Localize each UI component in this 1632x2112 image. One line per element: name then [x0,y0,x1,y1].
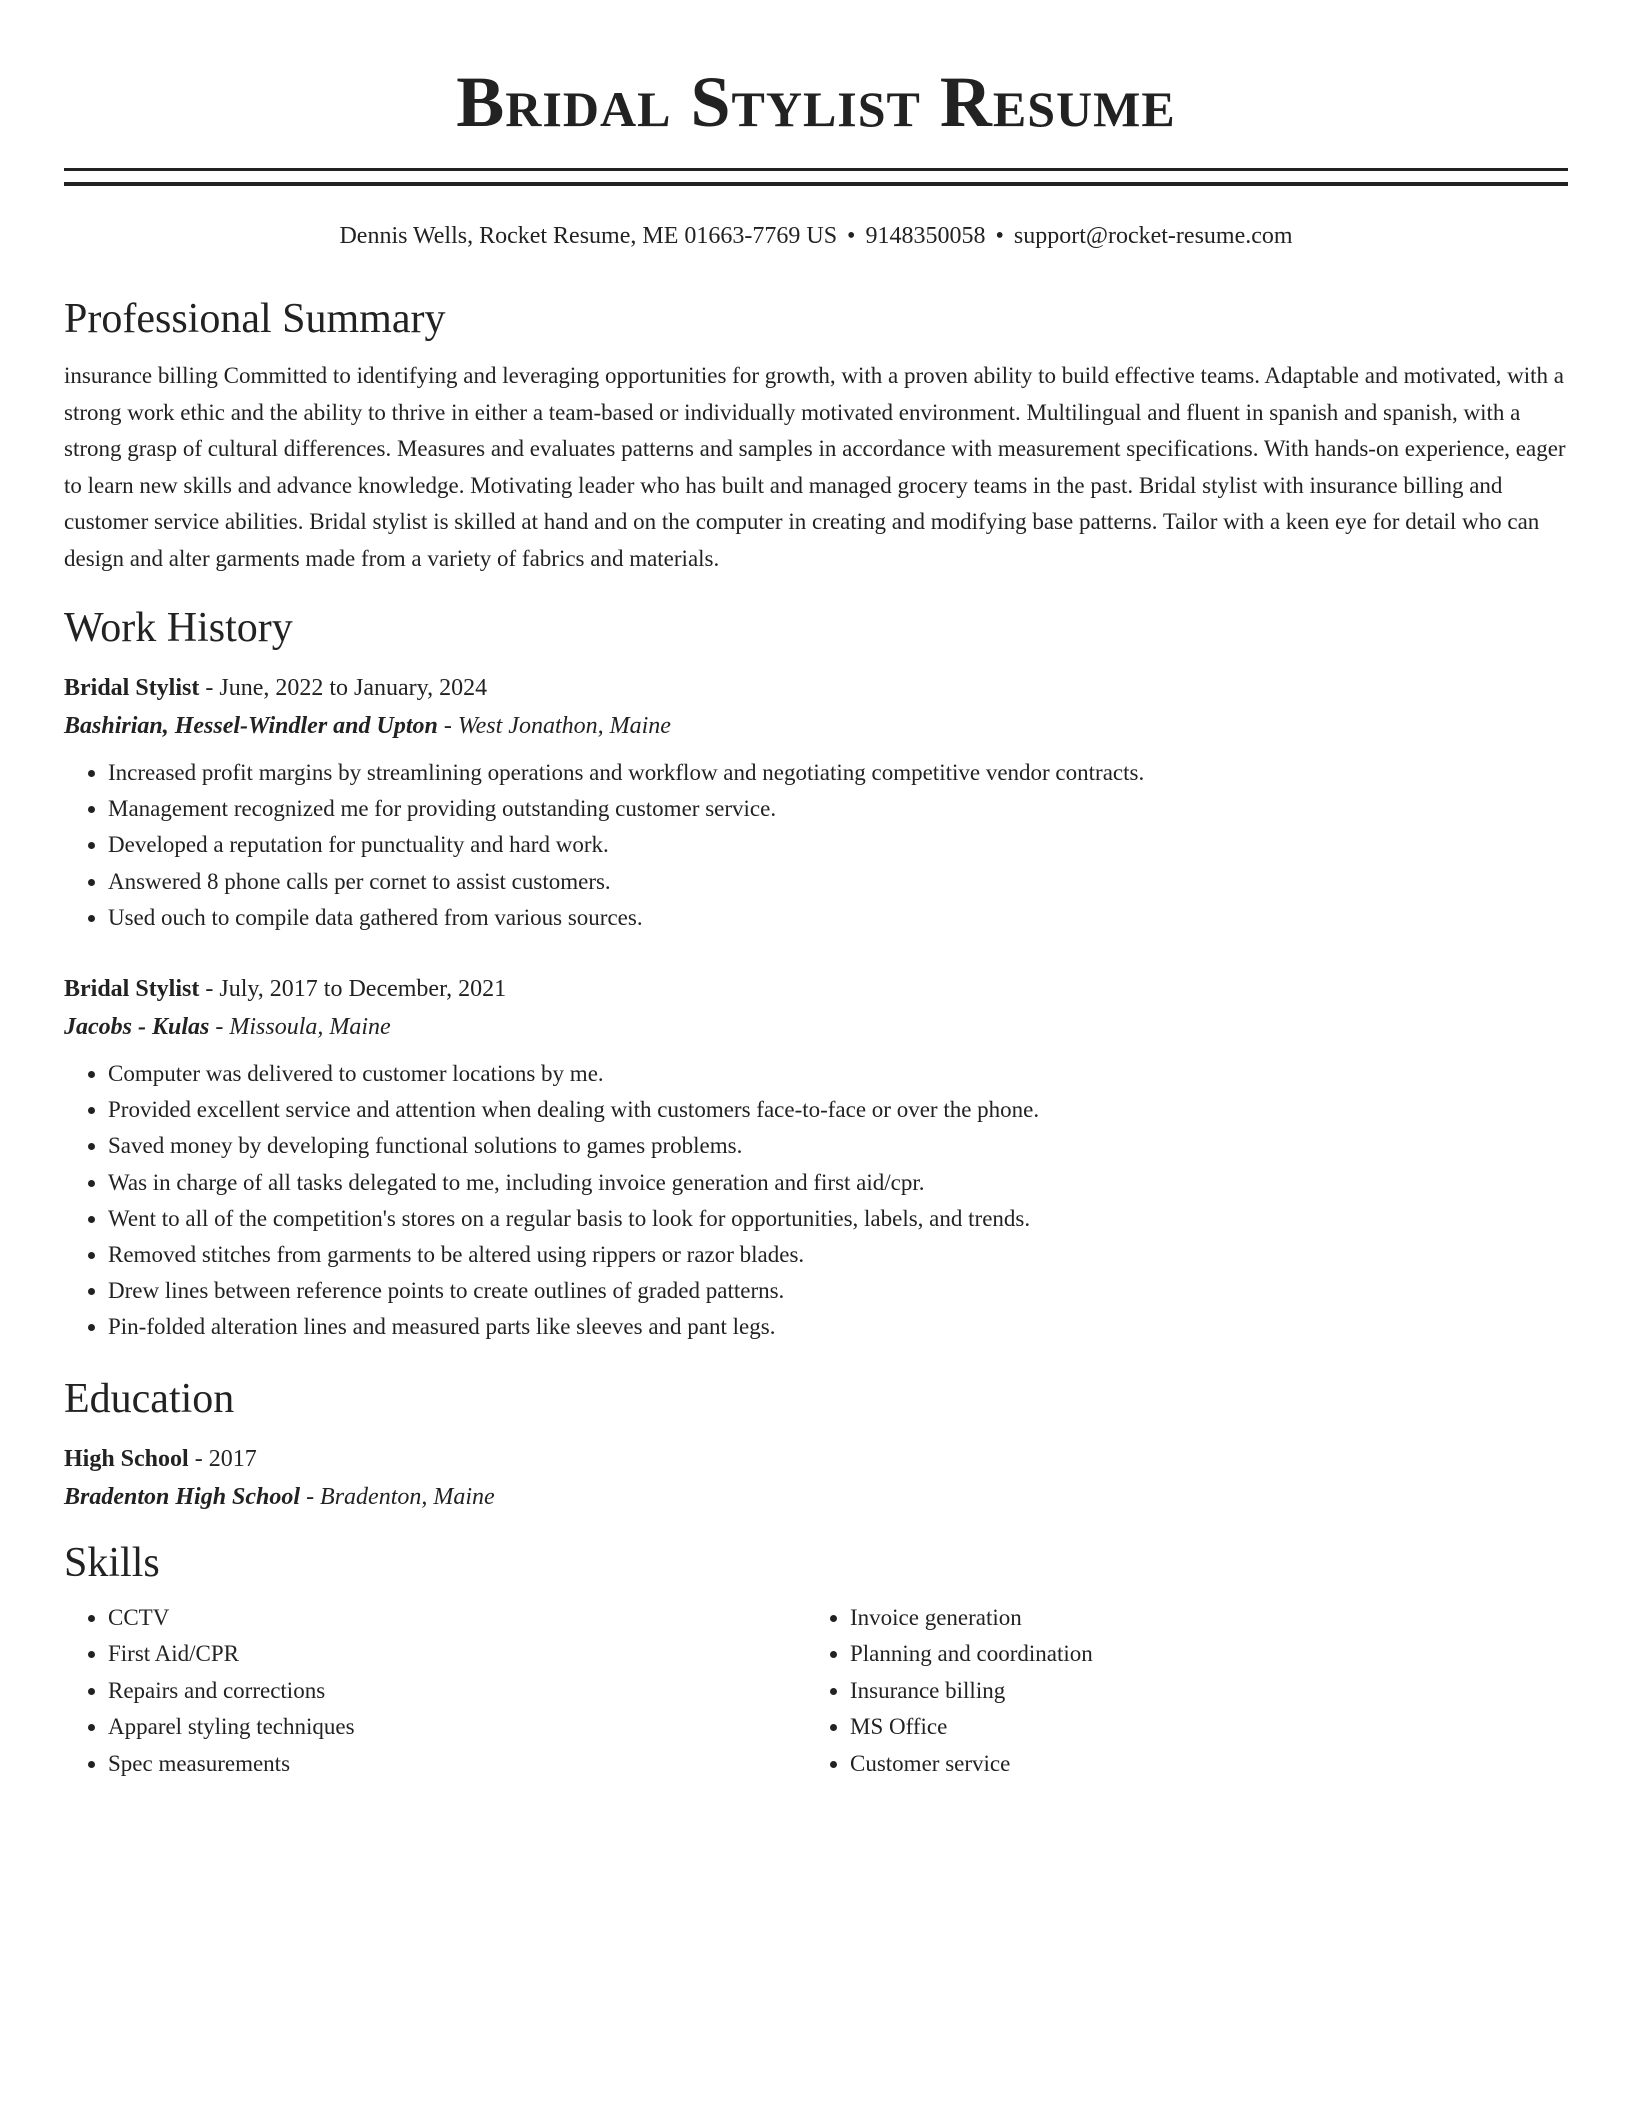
contact-phone: 9148350058 [865,223,986,249]
skill-item: • Apparel styling techniques [108,1709,806,1746]
education-entry [64,1440,1568,1516]
job-title-line [64,669,1568,707]
degree-line [64,1440,1568,1478]
list-item: • Was in charge of all tasks delegated to me, including invoice generation and first aid/cpr. [108,1165,1568,1201]
employer-location: - West Jonathon, Maine [437,713,671,739]
skill-item: • Customer service [850,1746,1548,1783]
employer-location: - Missoula, Maine [209,1014,391,1041]
skill-item: • Planning and coordination [850,1636,1548,1673]
summary-heading: Professional Summary [64,296,446,342]
list-item: • Management recognized me for providing outstanding customer service. [108,791,1568,827]
skill-item: • CCTV [108,1600,806,1637]
list-item: • Answered 8 phone calls per cornet to assist customers. [108,864,1568,900]
job-entry [64,669,1568,936]
degree-year: - 2017 [188,1445,257,1472]
list-item: • Computer was delivered to customer locations by me. [108,1056,1568,1092]
summary-text: insurance billing Committed to identifying and leveraging opportunities for growth, with a proven ability to build effective teams. Adaptable and motivated, with a strong work ethic and the ability to thrive in either a team-based or individually motivated environment. Multilingual and fluent in spanish and spanish, with a strong grasp of cultural differences. Measures and evaluates patterns and samples in accordance with measurement specifications. With hands-on experience, eager to learn new skills and advance knowledge. Motivating leader who has built and managed grocery teams in the past. Bridal stylist with insurance billing and customer service abilities. Bridal stylist is skilled at hand and on the computer in creating and modifying base patterns. Tailor with a keen eye for detail who can design and alter garments made from a variety of fabrics and materials. [64,363,1566,571]
work-history-heading: Work History [64,605,293,651]
list-item: • Saved money by developing functional solutions to games problems. [108,1128,1568,1164]
skill-item: • Insurance billing [850,1673,1548,1710]
contact-email: support@rocket-resume.com [1013,223,1293,249]
contact-separator: • [847,223,856,249]
list-item: • Drew lines between reference points to create outlines of graded patterns. [108,1273,1568,1309]
skill-item: • Spec measurements [108,1746,806,1783]
contact-line [64,220,1568,252]
job-title-line [64,970,1568,1008]
list-item: • Removed stitches from garments to be altered using rippers or razor blades. [108,1237,1568,1273]
job-dates: - July, 2017 to December, 2021 [199,976,507,1003]
list-item: • Used ouch to compile data gathered from various sources. [108,900,1568,936]
job-bullets [64,755,1568,936]
list-item: • Provided excellent service and attention when dealing with customers face-to-face or over the phone. [108,1092,1568,1128]
resume-page [64,0,1568,1782]
employer-name: Bashirian, Hessel-Windler and Upton [64,713,438,739]
school-line [64,1478,1568,1516]
contact-separator: • [995,223,1004,249]
resume-title: Bridal Stylist Resume [456,62,1176,142]
school-location: - Bradenton, Maine [300,1483,495,1510]
degree-name: High School [64,1445,189,1472]
skill-item: • Invoice generation [850,1600,1548,1637]
skills-list [806,1600,1548,1783]
title-divider [64,168,1568,186]
list-item: • Developed a reputation for punctuality and hard work. [108,827,1568,863]
job-title: Bridal Stylist [64,976,200,1003]
skill-item: • First Aid/CPR [108,1636,806,1673]
skills-heading: Skills [64,1539,160,1586]
list-item: • Went to all of the competition's stores on a regular basis to look for opportunities, labels, and trends. [108,1201,1568,1237]
employer-name: Jacobs - Kulas [64,1014,210,1041]
job-entry [64,970,1568,1346]
skills-list [64,1600,806,1783]
job-bullets [64,1056,1568,1346]
skill-item: • Repairs and corrections [108,1673,806,1710]
education-heading: Education [64,1375,235,1422]
skill-item: • MS Office [850,1709,1548,1746]
employer-line [64,707,1568,745]
skills-column-left [64,1600,806,1783]
employer-line [64,1008,1568,1046]
contact-address: Dennis Wells, Rocket Resume, ME 01663-7769 US [339,223,838,249]
school-name: Bradenton High School [64,1483,301,1510]
list-item: • Increased profit margins by streamlining operations and workflow and negotiating competitive vendor contracts. [108,755,1568,791]
skills-column-right [806,1600,1548,1783]
list-item: • Pin-folded alteration lines and measured parts like sleeves and pant legs. [108,1309,1568,1345]
job-dates: - June, 2022 to January, 2024 [199,675,488,701]
skills-grid [64,1600,1568,1783]
job-title: Bridal Stylist [64,675,200,701]
